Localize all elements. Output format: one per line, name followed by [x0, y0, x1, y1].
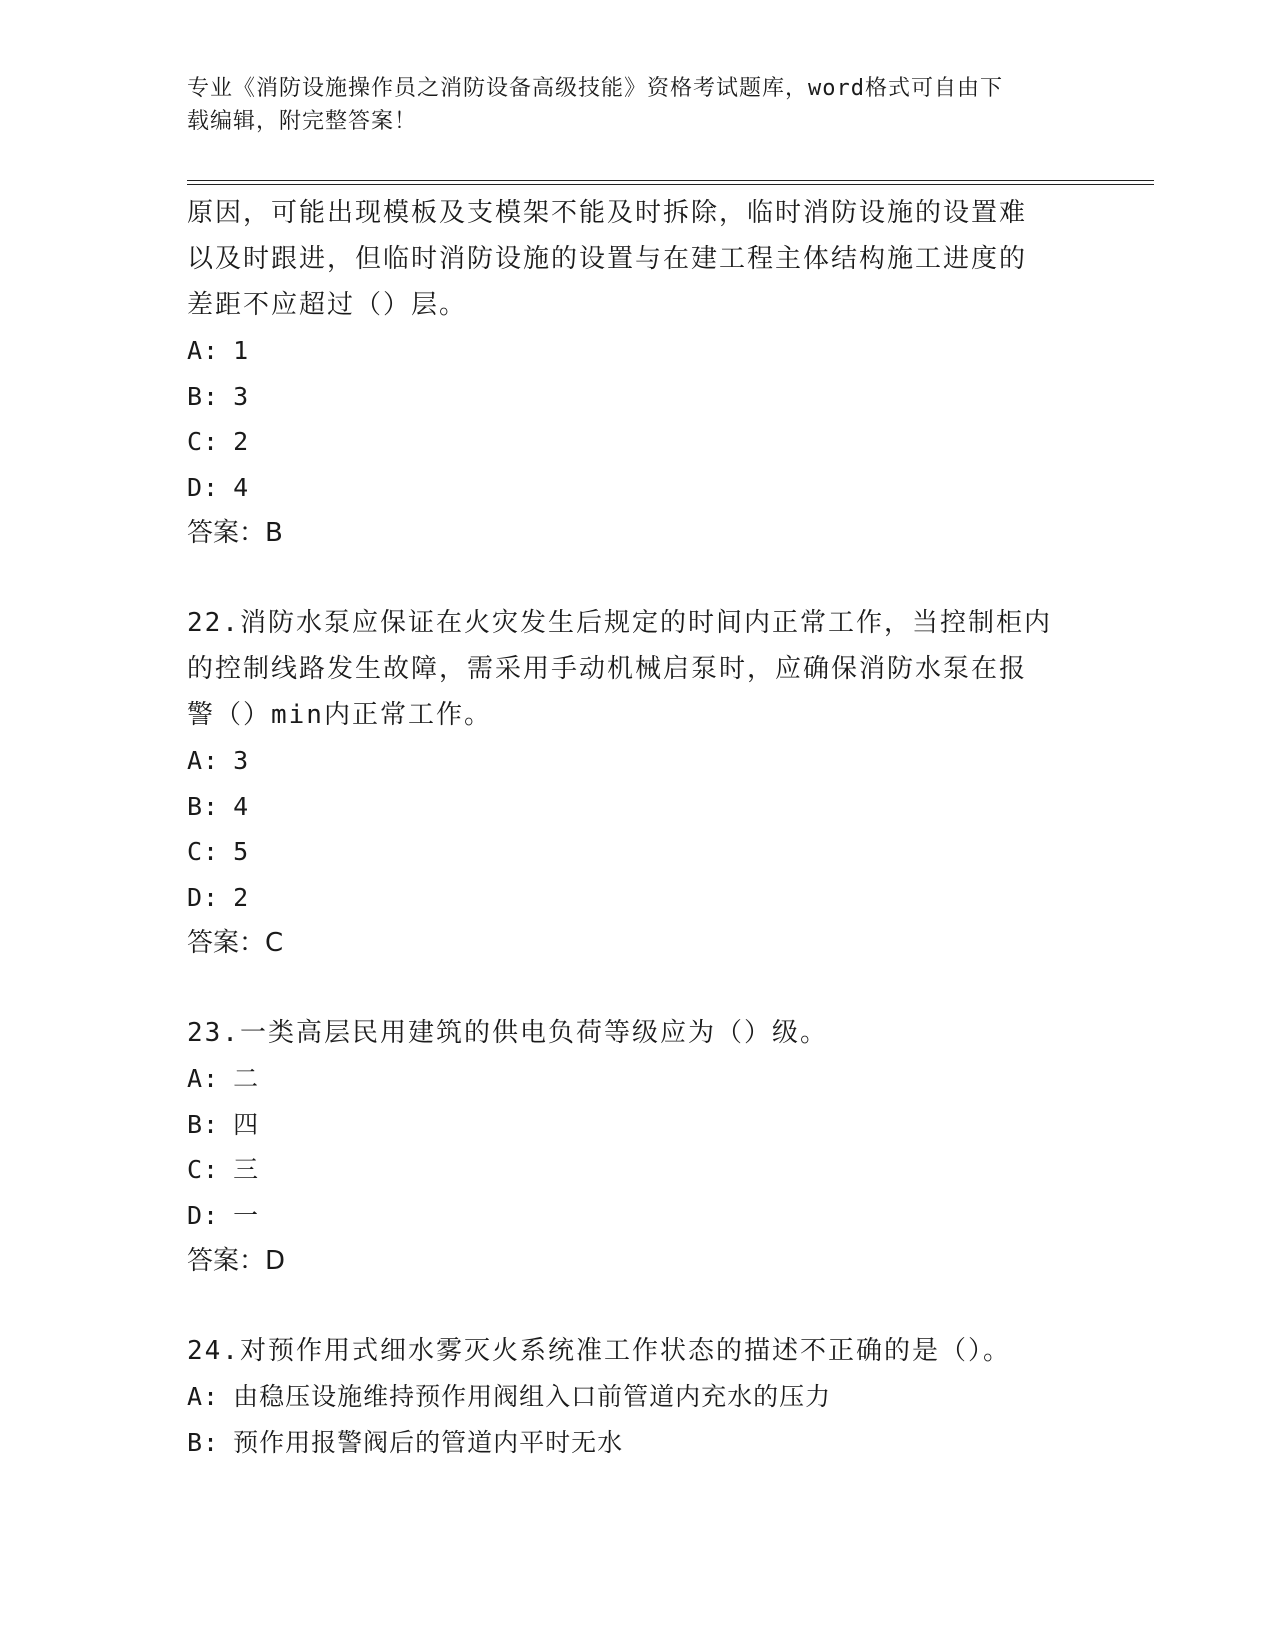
header-divider-bottom	[187, 184, 1154, 185]
option-letter: D:	[187, 882, 220, 912]
option-letter: A:	[187, 336, 220, 365]
answer-line: 答案：D	[187, 1246, 286, 1276]
question-stem-line: 以及时跟进，但临时消防设施的设置与在建工程主体结构施工进度的	[187, 244, 1028, 274]
option-text: 1	[233, 336, 250, 365]
option-text: 5	[233, 837, 250, 866]
option-text: 2	[233, 427, 250, 456]
option-text: 一	[233, 1200, 260, 1230]
question-stem-line: 23.一类高层民用建筑的供电负荷等级应为（）级。	[187, 1018, 828, 1048]
option-letter: D:	[187, 1200, 220, 1230]
option-a	[187, 1056, 1087, 1102]
header-line-1: 专业《消防设施操作员之消防设备高级技能》资格考试题库，word格式可自由下	[187, 76, 1003, 101]
question-stem-line: 警（）min内正常工作。	[187, 700, 492, 730]
question-stem-line: 22.消防水泵应保证在火灾发生后规定的时间内正常工作，当控制柜内	[187, 608, 1052, 638]
option-d	[187, 1193, 1087, 1239]
option-b	[187, 374, 1087, 420]
option-letter: A:	[187, 1064, 220, 1093]
option-c	[187, 829, 1087, 875]
question-stem-line: 差距不应超过（）层。	[187, 290, 468, 320]
option-d	[187, 875, 1087, 921]
option-letter: B:	[187, 1427, 220, 1457]
answer-line: 答案：C	[187, 928, 284, 958]
question-stem-line: 原因，可能出现模板及支模架不能及时拆除，临时消防设施的设置难	[187, 198, 1028, 228]
option-b	[187, 784, 1087, 830]
option-d	[187, 465, 1087, 511]
header-divider-top	[187, 180, 1154, 181]
question-block	[187, 600, 1087, 966]
question-block	[187, 1010, 1087, 1284]
option-letter: B:	[187, 381, 220, 411]
option-text: 2	[233, 882, 250, 912]
option-letter: A:	[187, 1382, 220, 1411]
option-letter: C:	[187, 837, 220, 866]
option-text: 3	[233, 746, 250, 775]
option-letter: B:	[187, 1109, 220, 1139]
option-text: 4	[233, 472, 250, 502]
question-block	[187, 1328, 1087, 1465]
option-text: 预作用报警阀后的管道内平时无水	[233, 1427, 624, 1457]
option-text: 由稳压设施维持预作用阀组入口前管道内充水的压力	[233, 1382, 832, 1411]
option-a	[187, 1374, 1087, 1420]
option-letter: D:	[187, 472, 220, 502]
question-stem-line: 的控制线路发生故障，需采用手动机械启泵时，应确保消防水泵在报	[187, 654, 1028, 684]
option-letter: A:	[187, 746, 220, 775]
option-c	[187, 419, 1087, 465]
option-a	[187, 328, 1087, 374]
page-header	[187, 72, 1087, 138]
option-letter: C:	[187, 427, 220, 456]
option-text: 三	[233, 1155, 260, 1184]
option-b	[187, 1102, 1087, 1148]
option-c	[187, 1147, 1087, 1193]
question-list	[187, 190, 1087, 1465]
option-a	[187, 738, 1087, 784]
option-letter: B:	[187, 791, 220, 821]
option-text: 4	[233, 791, 250, 821]
question-block	[187, 190, 1087, 556]
answer-line: 答案：B	[187, 518, 283, 548]
option-text: 二	[233, 1064, 260, 1093]
header-line-2: 载编辑，附完整答案！	[187, 109, 418, 134]
option-letter: C:	[187, 1155, 220, 1184]
option-b	[187, 1420, 1087, 1466]
option-text: 四	[233, 1109, 260, 1139]
question-stem-line: 24.对预作用式细水雾灭火系统准工作状态的描述不正确的是（）。	[187, 1336, 1011, 1366]
option-text: 3	[233, 381, 250, 411]
